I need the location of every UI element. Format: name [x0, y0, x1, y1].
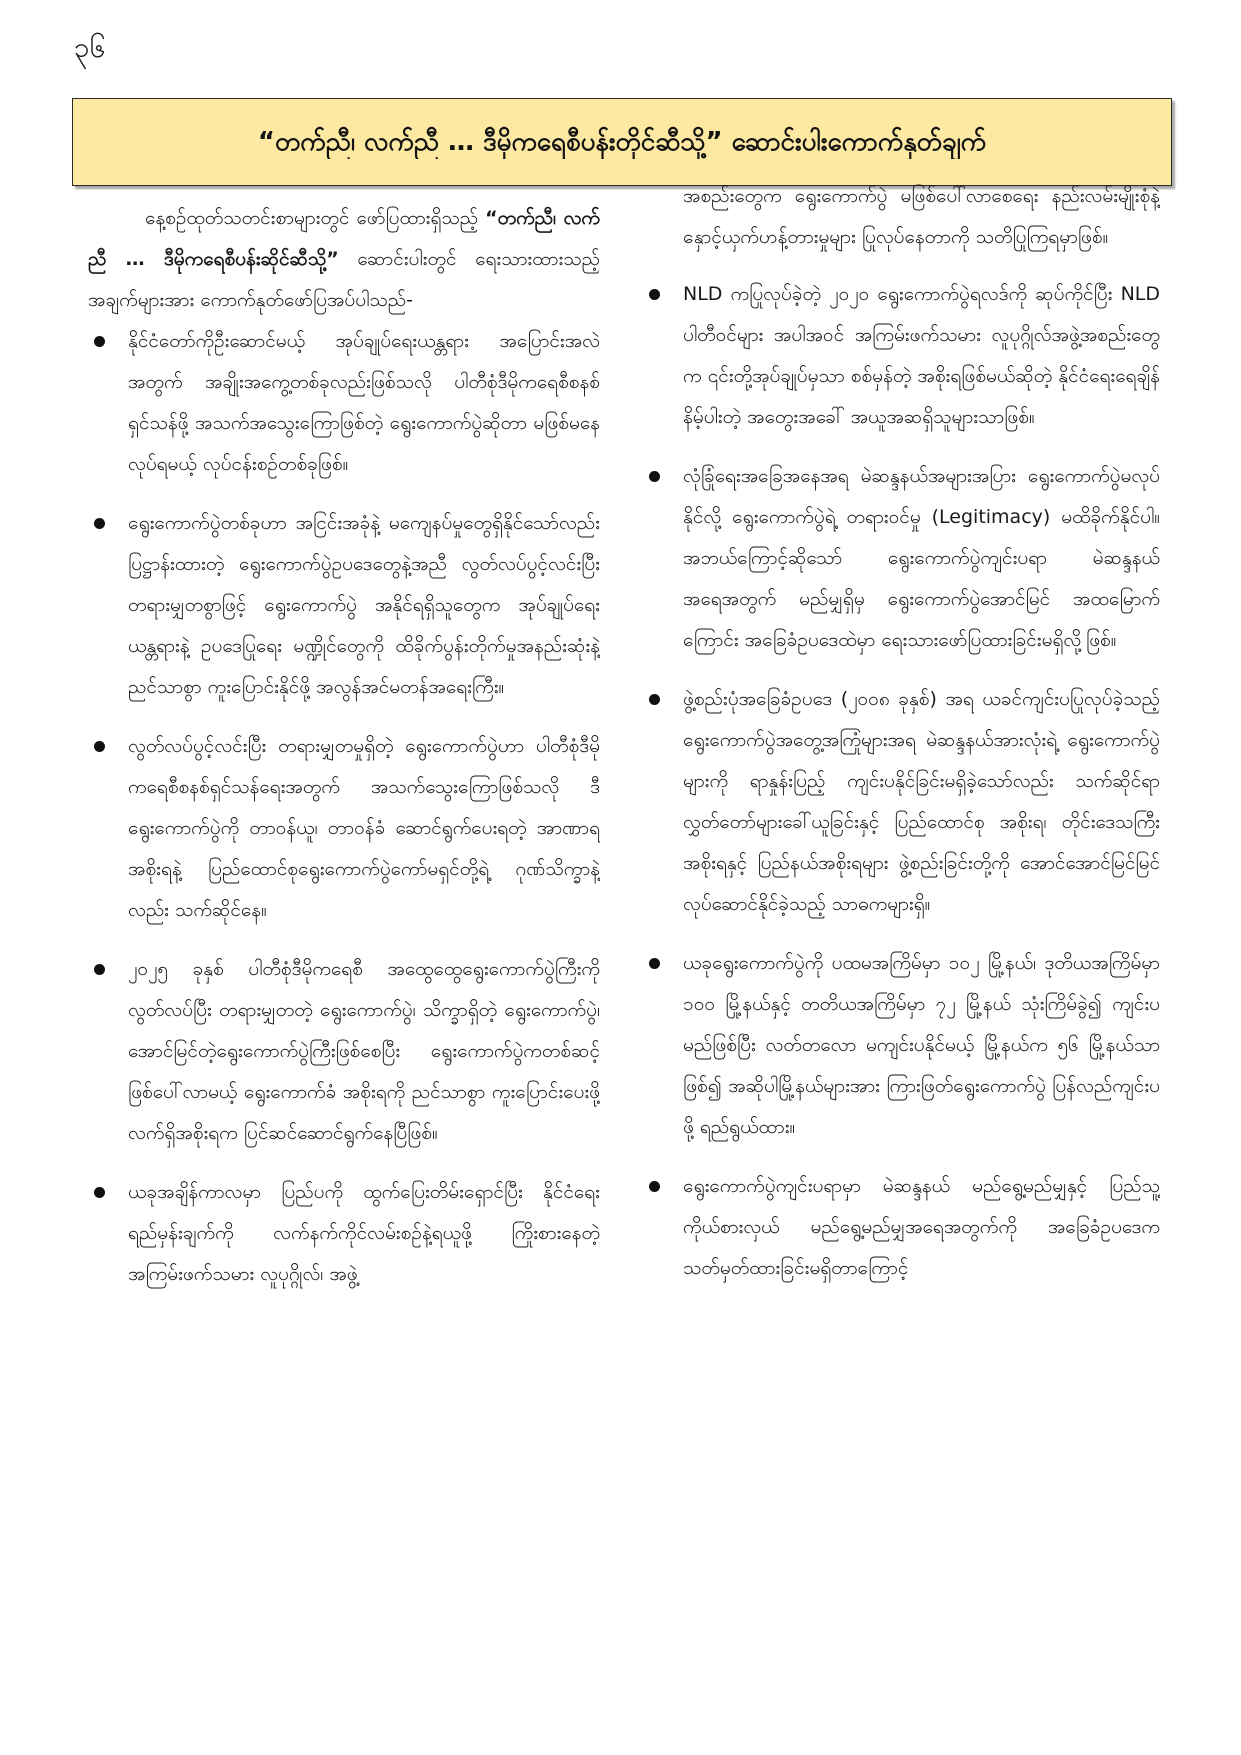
bullet-icon: [649, 289, 660, 300]
list-item-text: ဖွဲ့စည်းပုံအခြေခံဥပဒေ (၂၀၀၈ ခုနှစ်) အရ ယခင်ကျင်းပပြုလုပ်ခဲ့သည့် ရွေးကောက်ပွဲအတွေ့အကြုံများအရ မဲဆန္ဒနယ်အားလုံးရဲ့ ရွေးကောက်ပွဲများကို ရာနှုန်းပြည့် ကျင်းပနိုင်ခြင်းမရှိခဲ့သော်လည်း သက်ဆိုင်ရာလွှတ်တော်များခေါ်ယူခြင်းနှင့် ပြည်ထောင်စု အစိုးရ၊ တိုင်းဒေသကြီး အစိုးရနှင့် ပြည်နယ်အစိုးရများ ဖွဲ့စည်းခြင်းတို့ကို အောင်အောင်မြင်မြင် လုပ်ဆောင်နိုင်ခဲ့သည့် သာဓကများရှိ။: [683, 688, 1160, 915]
bullet-icon: [94, 336, 105, 347]
list-item-text: လုံခြုံရေးအခြေအနေအရ မဲဆန္ဒနယ်အများအပြား ရွေးကောက်ပွဲမလုပ်နိုင်လို့ ရွေးကောက်ပွဲရဲ့ တရားဝင်မှု (Legitimacy) မထိခိုက်နိုင်ပါ။ အဘယ်ကြောင့်ဆိုသော် ရွေးကောက်ပွဲကျင်းပရာ မဲဆန္ဒနယ်အရေအတွက် မည်မျှရှိမှ ရွေးကောက်ပွဲအောင်မြင် အထမြောက်ကြောင်း အခြေခံဥပဒေထဲမှာ ရေးသားဖော်ပြထားခြင်းမရှိလို့ဖြစ်။: [683, 465, 1160, 651]
list-item-text: NLD ကပြုလုပ်ခဲ့တဲ့ ၂၀၂၀ ရွေးကောက်ပွဲရလဒ်ကို ဆုပ်ကိုင်ပြီး NLD ပါတီဝင်များ အပါအဝင် အကြမ်းဖက်သမား လူပုဂ္ဂိုလ်အဖွဲ့အစည်းတွေက ၎င်းတို့အုပ်ချုပ်မှသာ စစ်မှန်တဲ့ အစိုးရဖြစ်မယ်ဆိုတဲ့ နိုင်ငံရေးရေချိန်နိမ့်ပါးတဲ့ အတွေးအခေါ် အယူအဆရှိသူများသာဖြစ်။: [683, 283, 1160, 428]
bullet-icon: [94, 741, 105, 752]
list-item-text: ရွေးကောက်ပွဲတစ်ခုဟာ အငြင်းအခုံနဲ့ မကျေနပ်မှုတွေရှိနိုင်သော်လည်း ပြဋ္ဌာန်းထားတဲ့ ရွေးကောက်ပွဲဥပဒေတွေနဲ့အညီ လွတ်လပ်ပွင့်လင်းပြီး တရားမျှတစွာဖြင့် ရွေးကောက်ပွဲ အနိုင်ရရှိသူတွေက အုပ်ချုပ်ရေးယန္တရားနဲ့ ဥပဒေပြုရေး မဏ္ဍိုင်တွေကို ထိခိုက်ပွန်းတိုက်မှုအနည်းဆုံးနဲ့ ညင်သာစွာ ကူးပြောင်းနိုင်ဖို့ အလွန်အင်မတန်အရေးကြီး။: [128, 512, 600, 698]
intro-paragraph: [88, 198, 600, 321]
list-item-text: ယခုရွေးကောက်ပွဲကို ပထမအကြိမ်မှာ ၁၀၂ မြို့နယ်၊ ဒုတိယအကြိမ်မှာ ၁၀၀ မြို့နယ်နှင့် တတိယအကြိမ်မှာ ၇၂ မြို့နယ် သုံးကြိမ်ခွဲ၍ ကျင်းပမည်ဖြစ်ပြီး လတ်တလော မကျင်းပနိုင်မယ့် မြို့နယ်က ၅၆ မြို့နယ်သာဖြစ်၍ အဆိုပါမြို့နယ်များအား ကြားဖြတ်ရွေးကောက်ပွဲ ပြန်လည်ကျင်းပဖို့ ရည်ရွယ်ထား။: [683, 952, 1160, 1138]
page-title: “တက်ညီ၊ လက်ညီ … ဒီမိုကရေစီပန်းတိုင်ဆီသို့” ဆောင်းပါးကောက်နုတ်ချက်: [257, 127, 987, 157]
list-item: [88, 1172, 600, 1295]
left-bullet-list: [88, 321, 600, 1295]
list-item: [88, 949, 600, 1154]
list-item: [643, 943, 1160, 1148]
list-item-text: ရွေးကောက်ပွဲကျင်းပရာမှာ မဲဆန္ဒနယ် မည်ရွေ့မည်မျှနှင့် ပြည်သူ့ကိုယ်စားလှယ် မည်ရွေ့မည်မျှအရေအတွက်ကို အခြေခံဥပဒေက သတ်မှတ်ထားခြင်းမရှိတာကြောင့်: [683, 1175, 1160, 1279]
list-item-text: ယခုအချိန်ကာလမှာ ပြည်ပကို ထွက်ပြေးတိမ်းရှောင်ပြီး နိုင်ငံရေးရည်မှန်းချက်ကို လက်နက်ကိုင်လမ်းစဉ်နဲ့ရယူဖို့ ကြိုးစားနေတဲ့ အကြမ်းဖက်သမား လူပုဂ္ဂိုလ်၊ အဖွဲ့: [128, 1181, 600, 1285]
list-item: [643, 679, 1160, 925]
bullet-icon: [649, 1181, 660, 1192]
list-item-text: နိုင်ငံတော်ကိုဦးဆောင်မယ့် အုပ်ချုပ်ရေးယန္တရား အပြောင်းအလဲအတွက် အချိုးအကွေ့တစ်ခုလည်းဖြစ်သလို ပါတီစုံဒီမိုကရေစီစနစ်ရှင်သန်ဖို့ အသက်အသွေးကြောဖြစ်တဲ့ ရွေးကောက်ပွဲဆိုတာ မဖြစ်မနေလုပ်ရမယ့် လုပ်ငန်းစဉ်တစ်ခုဖြစ်။: [128, 330, 600, 475]
left-column: [88, 198, 600, 1558]
list-item: [88, 503, 600, 708]
list-item: [643, 274, 1160, 438]
title-banner: [72, 98, 1172, 186]
intro-suffix: ဆောင်းပါးတွင် ရေးသားထားသည့် အချက်များအား ကောက်နုတ်ဖော်ပြအပ်ပါသည်-: [88, 248, 600, 311]
bullet-icon: [94, 518, 105, 529]
intro-article-title: “တက်ညီ၊ လက်ညီ … ဒီမိုကရေစီပန်းဆိုင်ဆီသို့”: [88, 207, 600, 270]
bullet-icon: [649, 958, 660, 969]
bullet-icon: [94, 964, 105, 975]
list-item: [643, 456, 1160, 661]
list-item: [88, 321, 600, 485]
intro-prefix: နေ့စဉ်ထုတ်သတင်းစာများတွင် ဖော်ပြထားရှိသည့်: [145, 207, 486, 229]
list-item: [88, 726, 600, 931]
bullet-icon: [94, 1187, 105, 1198]
bullet-icon: [649, 694, 660, 705]
list-item-text: ၂၀၂၅ ခုနှစ် ပါတီစုံဒီမိုကရေစီ အထွေထွေရွေးကောက်ပွဲကြီးကို လွတ်လပ်ပြီး တရားမျှတတဲ့ ရွေးကောက်ပွဲ၊ သိက္ခာရှိတဲ့ ရွေးကောက်ပွဲ၊ အောင်မြင်တဲ့ရွေးကောက်ပွဲကြီးဖြစ်စေပြီး ရွေးကောက်ပွဲကတစ်ဆင့်ဖြစ်ပေါ်လာမယ့် ရွေးကောက်ခံ အစိုးရကို ညင်သာစွာ ကူးပြောင်းပေးဖို့ လက်ရှိအစိုးရက ပြင်ဆင်ဆောင်ရွက်နေပြီဖြစ်။: [128, 958, 600, 1144]
list-item: [643, 1166, 1160, 1289]
right-column: [643, 176, 1160, 1556]
page-number: ၃၆: [74, 31, 106, 64]
bullet-icon: [649, 471, 660, 482]
list-item-text: လွတ်လပ်ပွင့်လင်းပြီး တရားမျှတမှုရှိတဲ့ ရွေးကောက်ပွဲဟာ ပါတီစုံဒီမိုကရေစီစနစ်ရှင်သန်ရေးအတွက် အသက်သွေးကြောဖြစ်သလို ဒီရွေးကောက်ပွဲကို တာဝန်ယူ၊ တာဝန်ခံ ဆောင်ရွက်ပေးရတဲ့ အာဏာရအစိုးရနဲ့ ပြည်ထောင်စုရွေးကောက်ပွဲကော်မရှင်တို့ရဲ့ ဂုဏ်သိက္ခာနဲ့လည်း သက်ဆိုင်နေ။: [128, 735, 600, 921]
right-bullet-list: [643, 274, 1160, 1289]
continuation-paragraph: အစည်းတွေက ရွေးကောက်ပွဲ မဖြစ်ပေါ်လာစေရေး နည်းလမ်းမျိုးစုံနဲ့ နှောင့်ယှက်ဟန့်တားမှုများ ပြုလုပ်နေတာကို သတိပြုကြရမှာဖြစ်။: [683, 185, 1160, 248]
